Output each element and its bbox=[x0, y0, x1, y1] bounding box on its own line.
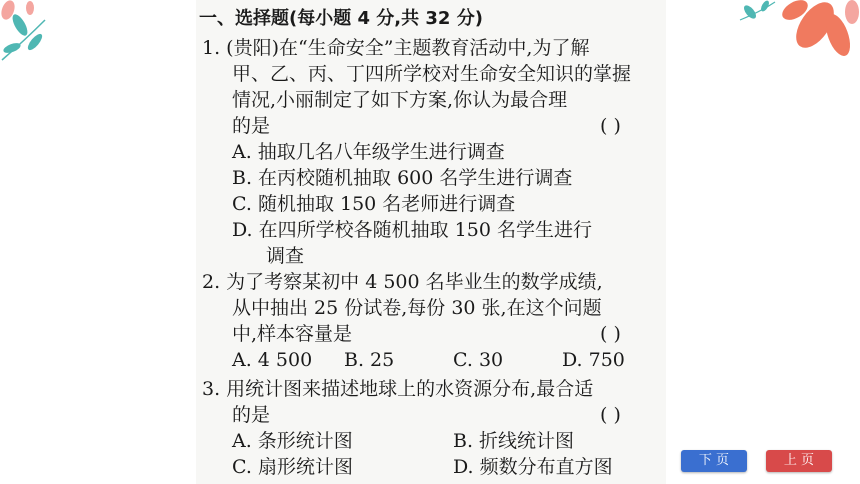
q3-option-a: A. 条形统计图 bbox=[232, 430, 353, 452]
q1-option-d: D. 在四所学校各随机抽取 150 名学生进行 bbox=[232, 219, 592, 241]
q1-line-1: 1. (贵阳)在“生命安全”主题教育活动中,为了解 bbox=[202, 37, 590, 59]
q3-option-c: C. 扇形统计图 bbox=[232, 456, 353, 478]
q3-answer-paren: ( ) bbox=[600, 404, 621, 426]
q1-answer-paren: ( ) bbox=[600, 115, 621, 137]
next-page-button[interactable]: 下 页 bbox=[681, 450, 747, 472]
q2-answer-paren: ( ) bbox=[600, 323, 621, 345]
q1-line-2: 甲、乙、丙、丁四所学校对生命安全知识的掌握 bbox=[232, 63, 632, 85]
q3-option-d: D. 频数分布直方图 bbox=[453, 456, 613, 478]
q1-option-b: B. 在丙校随机抽取 600 名学生进行调查 bbox=[232, 167, 573, 189]
q3-line-1: 3. 用统计图来描述地球上的水资源分布,最合适 bbox=[202, 378, 594, 400]
q1-option-c: C. 随机抽取 150 名老师进行调查 bbox=[232, 193, 516, 215]
q1-line-3: 情况,小丽制定了如下方案,你认为最合理 bbox=[232, 89, 568, 111]
q2-option-c: C. 30 bbox=[453, 349, 504, 371]
leaf-decoration-top-right bbox=[720, 0, 860, 80]
q2-option-d: D. 750 bbox=[562, 349, 625, 371]
q2-line-1: 2. 为了考察某初中 4 500 名毕业生的数学成绩, bbox=[202, 271, 603, 293]
previous-page-button[interactable]: 上 页 bbox=[766, 450, 832, 472]
q2-line-2: 从中抽出 25 份试卷,每份 30 张,在这个问题 bbox=[232, 297, 602, 319]
q3-line-2: 的是 bbox=[232, 404, 271, 426]
q2-line-3: 中,样本容量是 bbox=[232, 323, 353, 345]
q2-option-a: A. 4 500 bbox=[232, 349, 313, 371]
q1-line-4: 的是 bbox=[232, 115, 271, 137]
q1-option-d-continued: 调查 bbox=[266, 245, 305, 267]
q3-option-b: B. 折线统计图 bbox=[453, 430, 575, 452]
leaf-decoration-top-left bbox=[0, 0, 70, 70]
q2-option-b: B. 25 bbox=[344, 349, 395, 371]
section-heading: 一、选择题(每小题 4 分,共 32 分) bbox=[199, 8, 483, 29]
q1-option-a: A. 抽取几名八年级学生进行调查 bbox=[232, 141, 505, 163]
